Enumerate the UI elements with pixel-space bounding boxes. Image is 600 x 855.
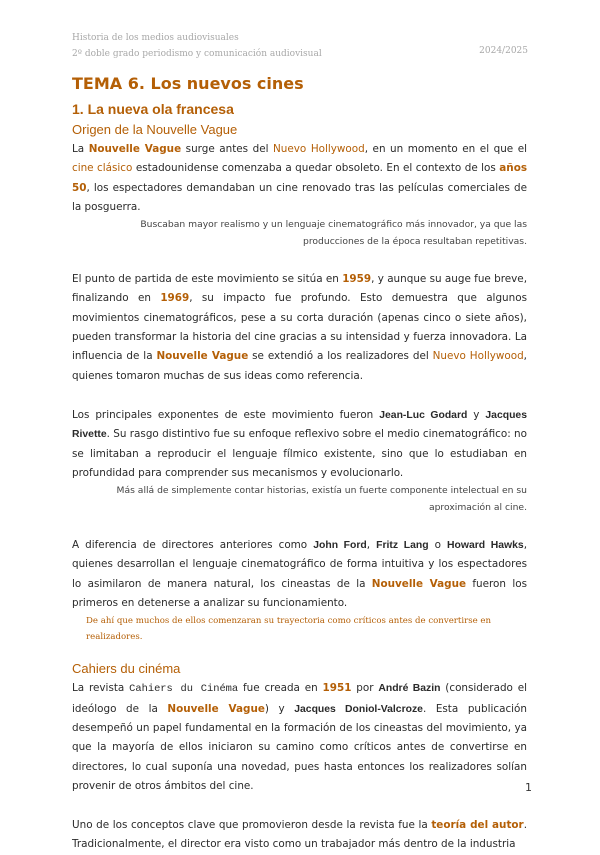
side-note: Más allá de simplemente contar historias, existía un fuerte componente intelectual en su aproximación al cine. bbox=[116, 485, 527, 513]
course-name: Historia de los medios audiovisuales bbox=[72, 33, 239, 43]
highlight-term: Nouvelle Vague bbox=[88, 143, 182, 155]
subsection-title: Cahiers du cinéma bbox=[72, 661, 181, 677]
side-note: Buscaban mayor realismo y un lenguaje cinematográfico más innovador, ya que las producciones de la época resultaban repetitivas. bbox=[140, 219, 527, 247]
paragraph: La revista Cahiers du Cinéma fue creada en 1951 por André Bazin (considerado el ideólogo de la Nouvelle Vague) y Jacques Doniol-Valcroze. Esta publicación desempeñó un papel fundamental en la formación de los cineastas del movimiento, ya que la mayoría de ellos iniciaron su camino como críticos antes de convertirse en directores, lo cual suponía una novedad, pues hasta entonces los realizadores solían provenir de otros ámbitos del cine. bbox=[72, 682, 527, 792]
magazine-name: Cahiers du Cinéma bbox=[129, 683, 239, 696]
person-name: Fritz Lang bbox=[376, 540, 429, 552]
document-body bbox=[72, 72, 527, 855]
highlight-term: Nouvelle Vague bbox=[156, 350, 249, 363]
highlight-term: teoría del autor bbox=[431, 819, 524, 832]
highlight-term: Nuevo Hollywood bbox=[273, 143, 365, 155]
highlight-term: Nuevo Hollywood bbox=[432, 350, 524, 363]
section-title: 1. La nueva ola francesa bbox=[72, 101, 234, 117]
highlight-term: Nouvelle Vague bbox=[167, 702, 265, 715]
paragraph: A diferencia de directores anteriores como John Ford, Fritz Lang o Howard Hawks, quienes desarrollan el lenguaje cinematográfico de forma intuitiva y los espectadores lo asimilaron de manera natural, los cineastas de la Nouvelle Vague fueron los primeros en detenerse a analizar su funcionamiento. bbox=[72, 539, 528, 610]
paragraph: Uno de los conceptos clave que promovieron desde la revista fue la teoría del autor. Tradicionalmente, el director era visto como un trabajador más dentro de la industria bbox=[72, 819, 527, 851]
academic-year: 2024/2025 bbox=[479, 46, 528, 56]
paragraph: Los principales exponentes de este movimiento fueron Jean-Luc Godard y Jacques Rivette. Su rasgo distintivo fue su enfoque reflexivo sobre el medio cinematográfico: no se limitaban a reproducir el lenguaje fílmico existente, sino que lo estudiaban en profundidad para comprender sus mecanismos y evolucionarlo. bbox=[72, 408, 527, 479]
page-number: 1 bbox=[525, 781, 532, 794]
person-name: Howard Hawks bbox=[447, 540, 524, 552]
highlight-term: 1959 bbox=[342, 273, 372, 286]
paragraph: La Nouvelle Vague surge antes del Nuevo Hollywood, en un momento en el que el cine clásico estadounidense comenzaba a quedar obsoleto. En el contexto de los años 50, los espectadores demandaban un cine renovado tras las películas comerciales de la posguerra. bbox=[72, 143, 528, 213]
document-header bbox=[72, 30, 322, 62]
highlight-term: 1951 bbox=[322, 682, 352, 695]
highlight-term: cine clásico bbox=[72, 162, 133, 175]
degree-name: 2º doble grado periodismo y comunicación audiovisual bbox=[72, 49, 322, 59]
person-name: André Bazin bbox=[378, 683, 441, 695]
side-note: De ahí que muchos de ellos comenzaran su trayectoria como críticos antes de convertirse en realizadores. bbox=[86, 616, 492, 643]
person-name: Jacques Rivette bbox=[72, 409, 527, 441]
paragraph: El punto de partida de este movimiento se sitúa en 1959, y aunque su auge fue breve, finalizando en 1969, su impacto fue profundo. Esto demuestra que algunos movimientos cinematográficos, pese a su corta duración (apenas cinco o siete años), pueden transformar la historia del cine gracias a su intensidad y fuerza innovadora. La influencia de la Nouvelle Vague se extendió a los realizadores del Nuevo Hollywood, quienes tomaron muchas de sus ideas como referencia. bbox=[72, 273, 527, 382]
highlight-term: 1969 bbox=[160, 292, 190, 305]
person-name: John Ford bbox=[313, 540, 367, 552]
chapter-title: TEMA 6. Los nuevos cines bbox=[72, 74, 304, 93]
person-name: Jacques Doniol-Valcroze bbox=[294, 703, 423, 715]
highlight-term: Nouvelle Vague bbox=[371, 577, 467, 590]
highlight-term: años 50 bbox=[72, 162, 528, 194]
person-name: Jean-Luc Godard bbox=[379, 409, 468, 421]
subsection-title: Origen de la Nouvelle Vague bbox=[72, 122, 238, 137]
